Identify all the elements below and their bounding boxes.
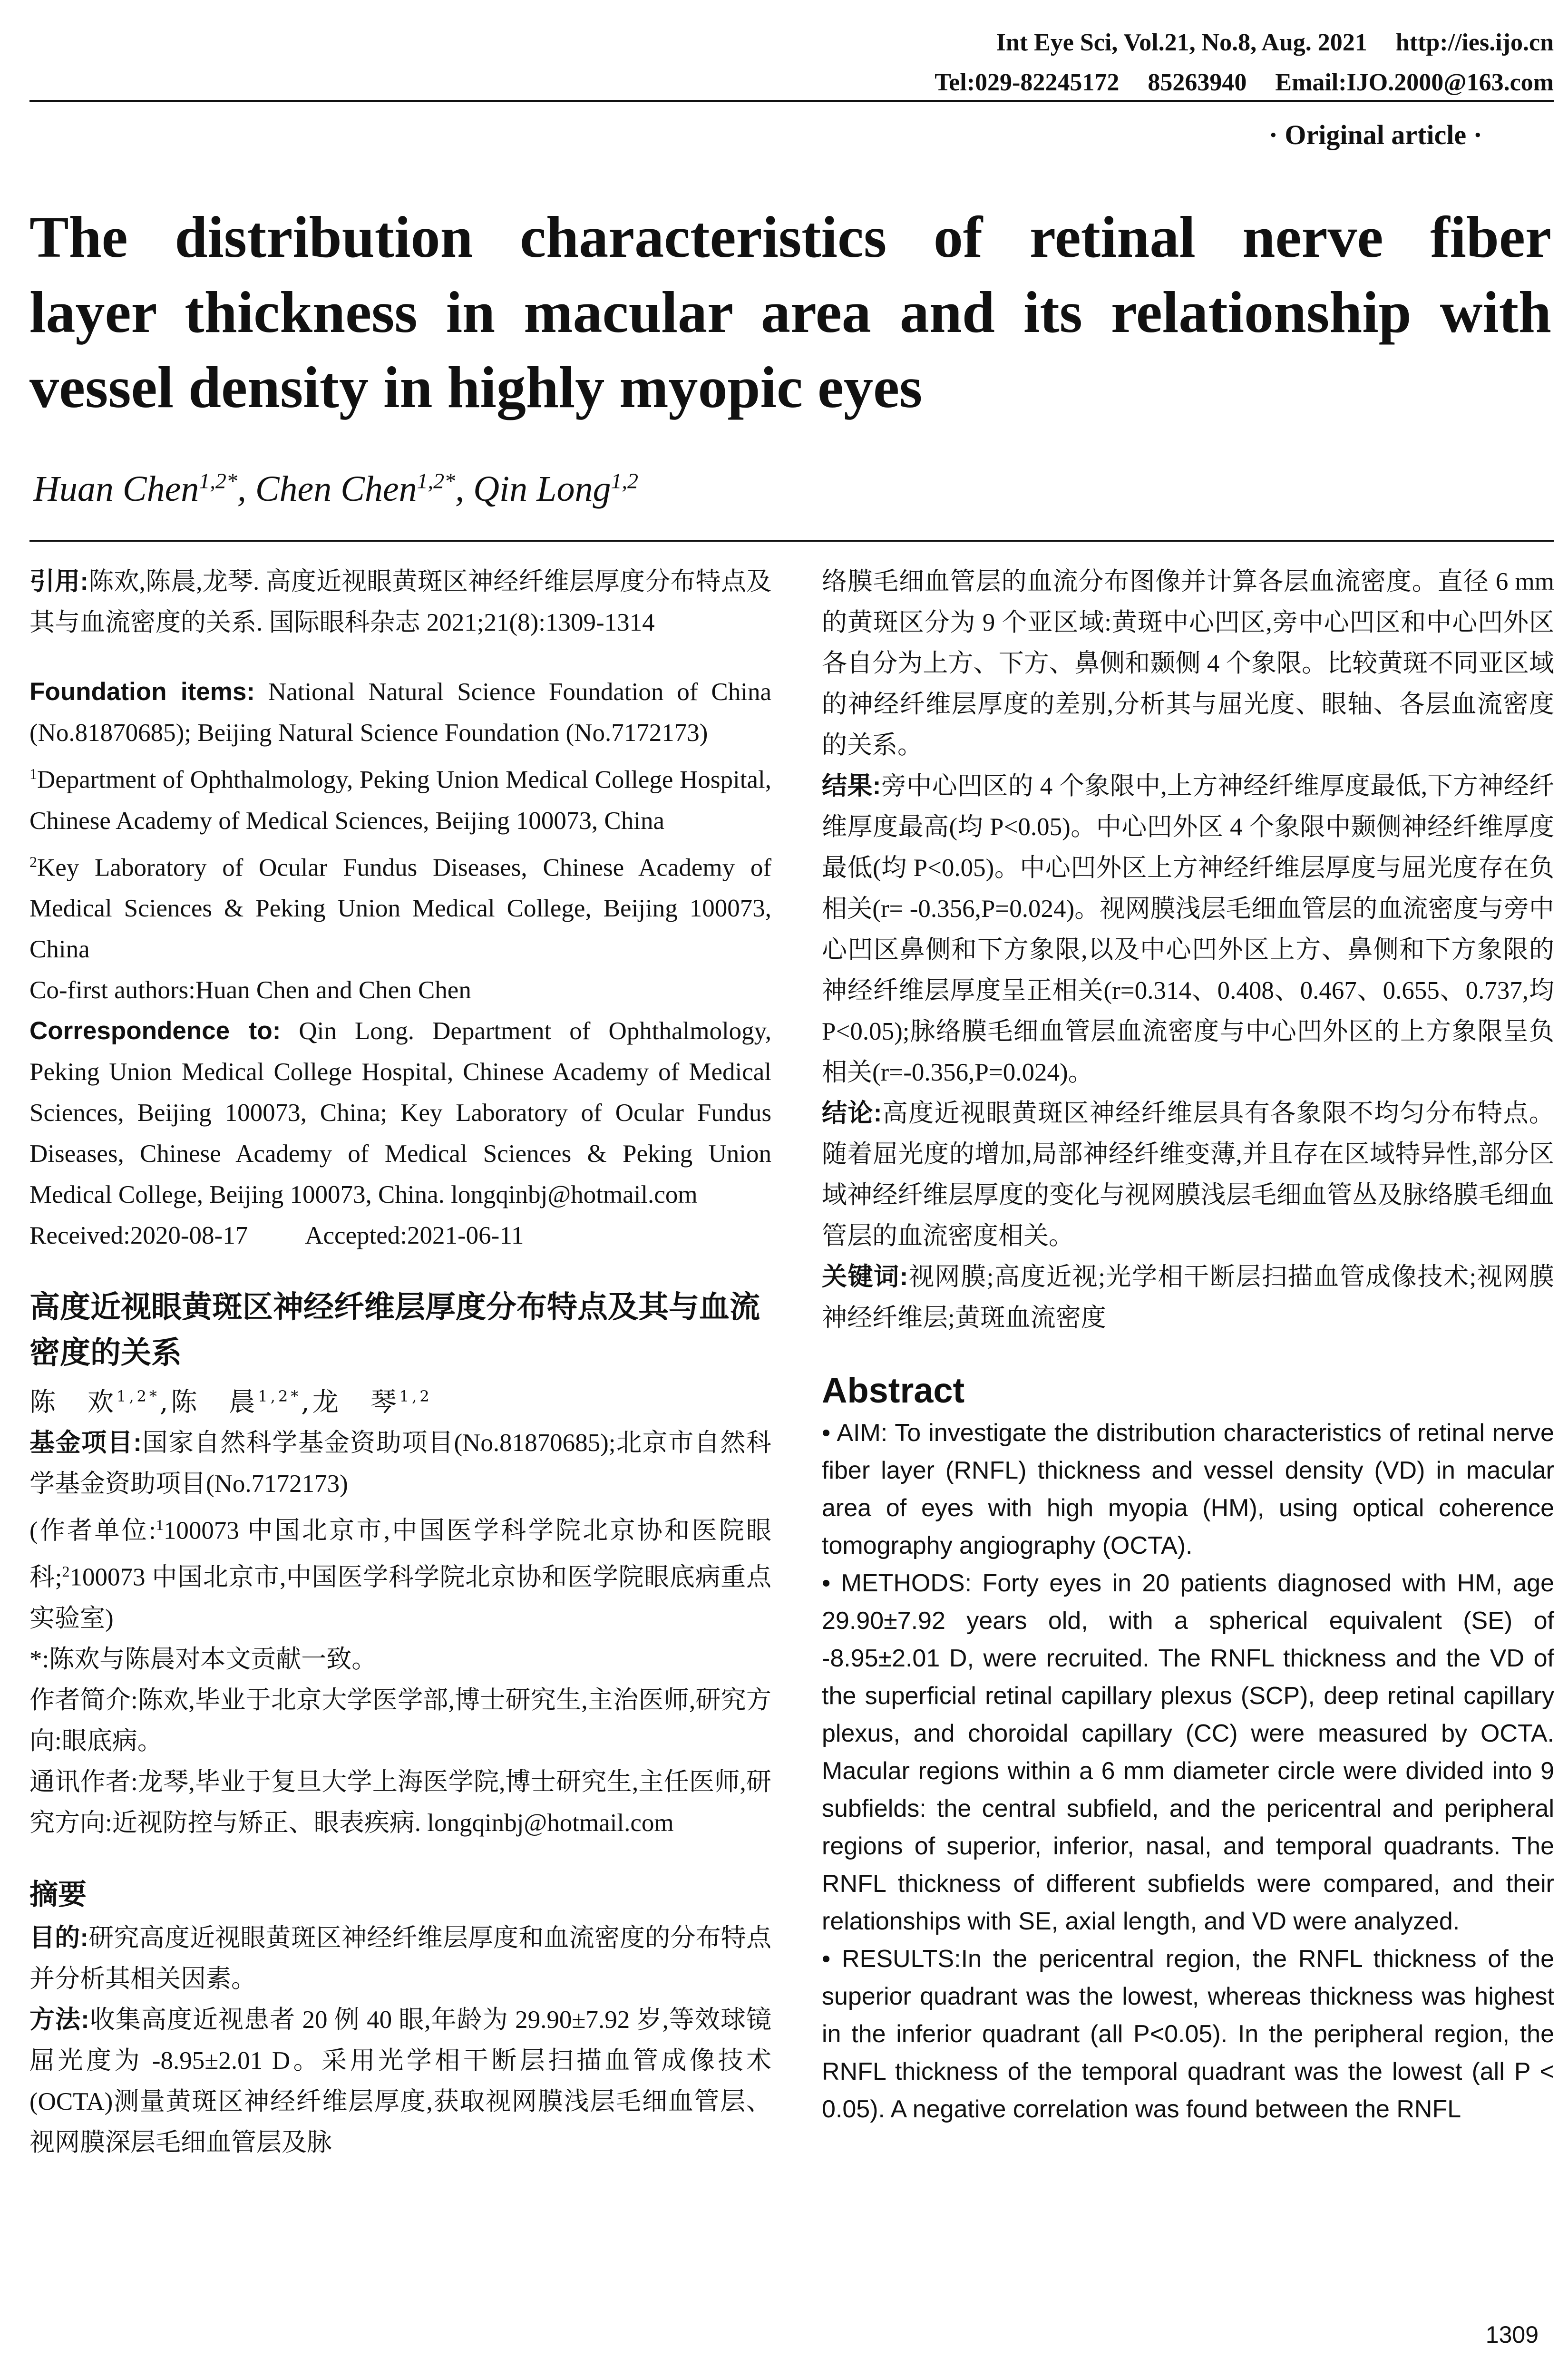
chinese-title: 高度近视眼黄斑区神经纤维层厚度分布特点及其与血流密度的关系	[29, 1290, 760, 1371]
journal-citation: Int Eye Sci, Vol.21, No.8, Aug. 2021	[996, 29, 1367, 56]
journal-tel: Tel:029-82245172	[935, 69, 1120, 96]
abstract-results: • RESULTS:In the pericentral region, the RNFL thickness of the superior quadrant was the lowest, whereas thickness was highest in the inferior quadrant (all P<0.05). In the peripheral region, the RNFL thickness of the temporal quadrant was the lowest (all P < 0.05). A negative correlation was found between the RNFL	[822, 1945, 1554, 2123]
foundation-items: Foundation items: National Natural Science Foundation of China (No.81870685); Beijing Natural Science Foundation (No.7172173)	[29, 678, 771, 747]
article-type-label: · Original article ·	[1268, 119, 1482, 150]
received-date: Received:2020-08-17	[29, 1222, 248, 1250]
author: Qin Long$^{1,2}$	[473, 469, 638, 509]
abstract-title: Abstract	[822, 1371, 965, 1410]
right-column	[822, 561, 1554, 2128]
author-list	[33, 468, 638, 510]
citation-cn: 引用:陈欢,陈晨,龙琴. 高度近视眼黄斑区神经纤维层厚度分布特点及其与血流密度的关系. 国际眼科杂志 2021;21(8):1309-1314	[29, 567, 771, 636]
fund-cn: 基金项目:国家自然科学基金资助项目(No.81870685);北京市自然科学基金资助项目(No.7172173)	[29, 1428, 771, 1498]
contribution-note: *:陈欢与陈晨对本文贡献一致。	[29, 1645, 377, 1673]
result-cn: 结果:旁中心凹区的 4 个象限中,上方神经纤维厚度最低,下方神经纤维厚度最高(均 P<0.05)。中心凹外区 4 个象限中颞侧神经纤维厚度最低(均 P<0.05)。中心凹外区上方神经纤维层厚度与屈光度存在负相关(r= -0.356,P=0.024)。视网膜浅层毛细血管层的血流密度与旁中心凹区鼻侧和下方象限,以及中心凹外区上方、鼻侧和下方象限的神经纤维层厚度呈正相关(r=0.314、0.408、0.467、0.655、0.737,均 P<0.05);脉络膜毛细血管层血流密度与中心凹外区的上方象限呈负相关(r=-0.356,P=0.024)。	[822, 772, 1555, 1086]
header-divider	[29, 100, 1554, 102]
affiliation-2: $^2$Key Laboratory of Ocular Fundus Diseases, Chinese Academy of Medical Sciences & Peking Union Medical College, Beijing 100073, China	[29, 853, 771, 964]
method-cn-continued: 络膜毛细血管层的血流分布图像并计算各层血流密度。直径 6 mm 的黄斑区分为 9 个亚区域:黄斑中心凹区,旁中心凹区和中心凹外区各自分为上方、下方、鼻侧和颞侧 4 个象限。比较黄斑不同亚区域的神经纤维层厚度的差别,分析其与屈光度、眼轴、各层血流密度的关系。	[822, 568, 1554, 759]
correspondence: Correspondence to: Qin Long. Department of Ophthalmology, Peking Union Medical College Hospital, Chinese Academy of Medical Sciences, Beijing 100073, China; Key Laboratory of Ocular Fundus Diseases, Chinese Academy of Medical Sciences & Peking Union Medical College, Beijing 100073, China. longqinbj@hotmail.com	[29, 1017, 771, 1209]
author: Huan Chen$^{1,2*}$,	[33, 469, 255, 509]
journal-email[interactable]: Email:IJO.2000@163.com	[1275, 69, 1554, 96]
units-cn: (作者单位:$^1$100073 中国北京市,中国医学科学院北京协和医院眼科;$^2$100073 中国北京市,中国医学科学院北京协和医学院眼底病重点实验室)	[29, 1516, 772, 1632]
title-line-2: layer thickness in macular area and its relationship with	[29, 280, 1551, 345]
dates	[29, 1215, 771, 1256]
co-first-authors: Co-first authors:Huan Chen and Chen Chen	[29, 976, 471, 1004]
page-number: 1309	[1485, 2321, 1539, 2348]
accepted-date: Accepted:2021-06-11	[305, 1222, 524, 1250]
method-cn: 方法:收集高度近视患者 20 例 40 眼,年龄为 29.90±7.92 岁,等效球镜屈光度为 -8.95±2.01 D。采用光学相干断层扫描血管成像技术(OCTA)测量黄斑区神经纤维层厚度,获取视网膜浅层毛细血管层、视网膜深层毛细血管层及脉	[29, 2005, 771, 2156]
affiliation-1: $^1$Department of Ophthalmology, Peking Union Medical College Hospital, Chinese Academy of Medical Sciences, Beijing 100073, China	[29, 765, 771, 835]
keywords-cn: 关键词:视网膜;高度近视;光学相干断层扫描血管成像技术;视网膜神经纤维层;黄斑血流密度	[822, 1263, 1554, 1332]
conclusion-cn: 结论:高度近视眼黄斑区神经纤维层具有各象限不均匀分布特点。随着屈光度的增加,局部神经纤维变薄,并且存在区域特异性,部分区域神经纤维层厚度的变化与视网膜浅层毛细血管丛及脉络膜毛细血管层的血流密度相关。	[822, 1099, 1554, 1250]
section-divider	[29, 540, 1554, 542]
aim-cn: 目的:研究高度近视眼黄斑区神经纤维层厚度和血流密度的分布特点并分析其相关因素。	[29, 1923, 772, 1993]
left-column	[29, 561, 771, 2163]
title-line-1: The distribution characteristics of retinal nerve fiber	[29, 205, 1551, 270]
abstract-cn-title: 摘要	[29, 1878, 87, 1911]
journal-header	[793, 23, 1554, 103]
journal-url[interactable]: http://ies.ijo.cn	[1395, 29, 1554, 56]
article-title	[29, 200, 1551, 425]
author: Chen Chen$^{1,2*}$,	[255, 469, 474, 509]
chinese-authors: 陈 欢$^{1,2*}$,陈 晨$^{1,2*}$,龙 琴$^{1,2}$	[29, 1386, 432, 1417]
corresponding-author-cn: 通讯作者:龙琴,毕业于复旦大学上海医学院,博士研究生,主任医师,研究方向:近视防控与矫正、眼表疾病. longqinbj@hotmail.com	[29, 1768, 771, 1837]
abstract-methods: • METHODS: Forty eyes in 20 patients diagnosed with HM, age 29.90±7.92 years old, with a spherical equivalent (SE) of -8.95±2.01 D, were recruited. The RNFL thickness and the VD of the superficial retinal capillary plexus (SCP), deep retinal capillary plexus, and choroidal capillary (CC) were measured by OCTA. Macular regions within a 6 mm diameter circle were divided into 9 subfields: the central subfield, and the pericentral and peripheral regions of superior, inferior, nasal, and temporal quadrants. The RNFL thickness of different subfields were compared, and their relationships with SE, axial length, and VD were analyzed.	[822, 1569, 1554, 1935]
journal-tel-2: 85263940	[1148, 69, 1247, 96]
abstract-aim: • AIM: To investigate the distribution characteristics of retinal nerve fiber layer (RNFL) thickness and vessel density (VD) in macular area of eyes with high myopia (HM), using optical coherence tomography angiography (OCTA).	[822, 1419, 1554, 1559]
title-line-3: vessel density in highly myopic eyes	[29, 355, 923, 420]
author-bio: 作者简介:陈欢,毕业于北京大学医学部,博士研究生,主治医师,研究方向:眼底病。	[29, 1686, 771, 1755]
